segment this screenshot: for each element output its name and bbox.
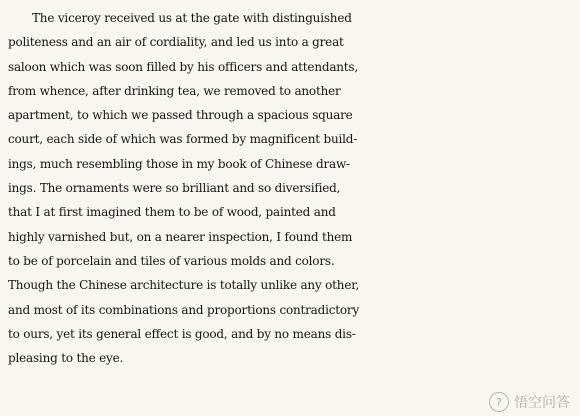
text-line: The viceroy received us at the gate with distinguished	[32, 11, 352, 25]
text-line: saloon which was soon filled by his officers and attendants,	[8, 59, 359, 74]
text-line: from whence, after drinking tea, we removed to another	[8, 83, 341, 98]
text-line: court, each side of which was formed by magnificent build-	[8, 132, 358, 147]
text-line: pleasing to the eye.	[8, 351, 124, 366]
watermark	[489, 392, 570, 412]
body-paragraph	[8, 6, 578, 370]
text-line: ings, much resembling those in my book of Chinese draw-	[8, 156, 350, 171]
text-line: that I at first imagined them to be of wood, painted and	[8, 205, 336, 220]
text-line: politeness and an air of cordiality, and led us into a great	[8, 35, 344, 50]
text-line: Though the Chinese architecture is totally unlike any other,	[8, 278, 360, 293]
watermark-text: 悟空问答	[514, 395, 570, 411]
text-line: apartment, to which we passed through a spacious square	[8, 108, 353, 123]
text-line: highly varnished but, on a nearer inspection, I found them	[8, 229, 353, 244]
text-line: to be of porcelain and tiles of various molds and colors.	[8, 253, 335, 268]
text-line: ings. The ornaments were so brilliant and so diversified,	[8, 181, 341, 196]
text-line: and most of its combinations and proportions contradictory	[8, 302, 360, 317]
text-line: to ours, yet its general effect is good, and by no means dis-	[8, 326, 356, 341]
logo-icon: ?	[489, 392, 509, 412]
